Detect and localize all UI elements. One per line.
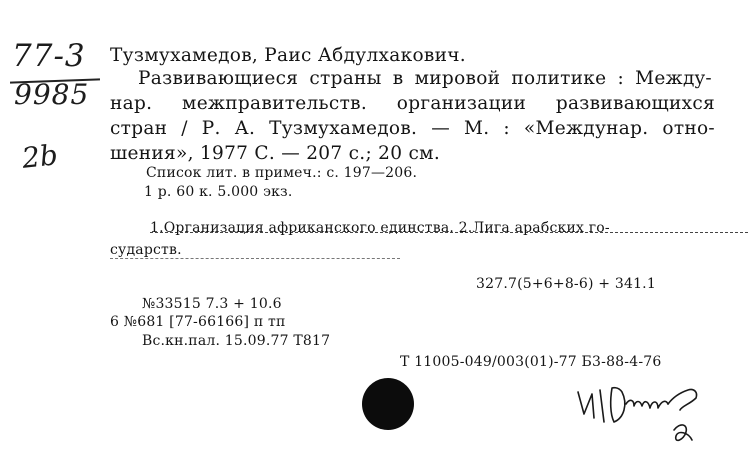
handwritten-signature (570, 370, 720, 450)
handwritten-side-mark: 2b (20, 138, 60, 175)
word: межправительств. (182, 93, 368, 114)
word: организации (396, 93, 527, 114)
handwritten-shelf-mark-top: 77-3 (12, 38, 86, 74)
handwritten-shelf-mark-bottom: 9985 (14, 78, 90, 111)
registration-line-1: №33515 7.3 + 10.6 (142, 296, 282, 312)
word: : (503, 118, 510, 139)
card-punch-hole (362, 378, 414, 430)
title-line-3 (110, 118, 715, 139)
registration-line-3: Вс.кн.пал. 15.09.77 Т817 (142, 333, 331, 349)
bibliography-note: Список лит. в примеч.: с. 197—206. (146, 165, 418, 181)
catalog-code: Т 11005-049/003(01)-77 Б3-88-4-76 (400, 354, 662, 370)
word: Тузмухамедов. (269, 118, 418, 139)
word: стран (110, 118, 168, 139)
title-line-2 (110, 93, 715, 114)
word: М. (463, 118, 490, 139)
word: отно- (662, 118, 715, 139)
title-line-1 (138, 68, 712, 89)
title-line-4: шения», 1977 С. — 207 с.; 20 см. (110, 143, 441, 164)
word: — (431, 118, 450, 139)
author-heading: Тузмухамедов, Раис Абдулхакович. (110, 45, 466, 66)
subjects-dashed-rule-2 (110, 258, 400, 259)
word: страны (309, 68, 382, 89)
subject-headings-line-2: сударств. (110, 242, 182, 258)
word: Р. (201, 118, 221, 139)
subject-headings-line-1: 1.Организация африканского единства. 2.Лига арабских го- (150, 220, 610, 236)
word: Междy- (635, 68, 712, 89)
word: : (617, 68, 625, 89)
word: в (392, 68, 404, 89)
price-and-print-run: 1 р. 60 к. 5.000 экз. (144, 184, 293, 200)
word: политике (511, 68, 607, 89)
word: нар. (110, 93, 153, 114)
classification-index: 327.7(5+6+8-6) + 341.1 (476, 276, 656, 292)
word: «Междунар. (523, 118, 649, 139)
registration-line-2: 6 №681 [77-66166] п тп (110, 314, 286, 330)
word: / (181, 118, 188, 139)
word: А. (234, 118, 256, 139)
word: Развивающиеся (138, 68, 299, 89)
word: мировой (414, 68, 501, 89)
word: развивающихся (555, 93, 715, 114)
